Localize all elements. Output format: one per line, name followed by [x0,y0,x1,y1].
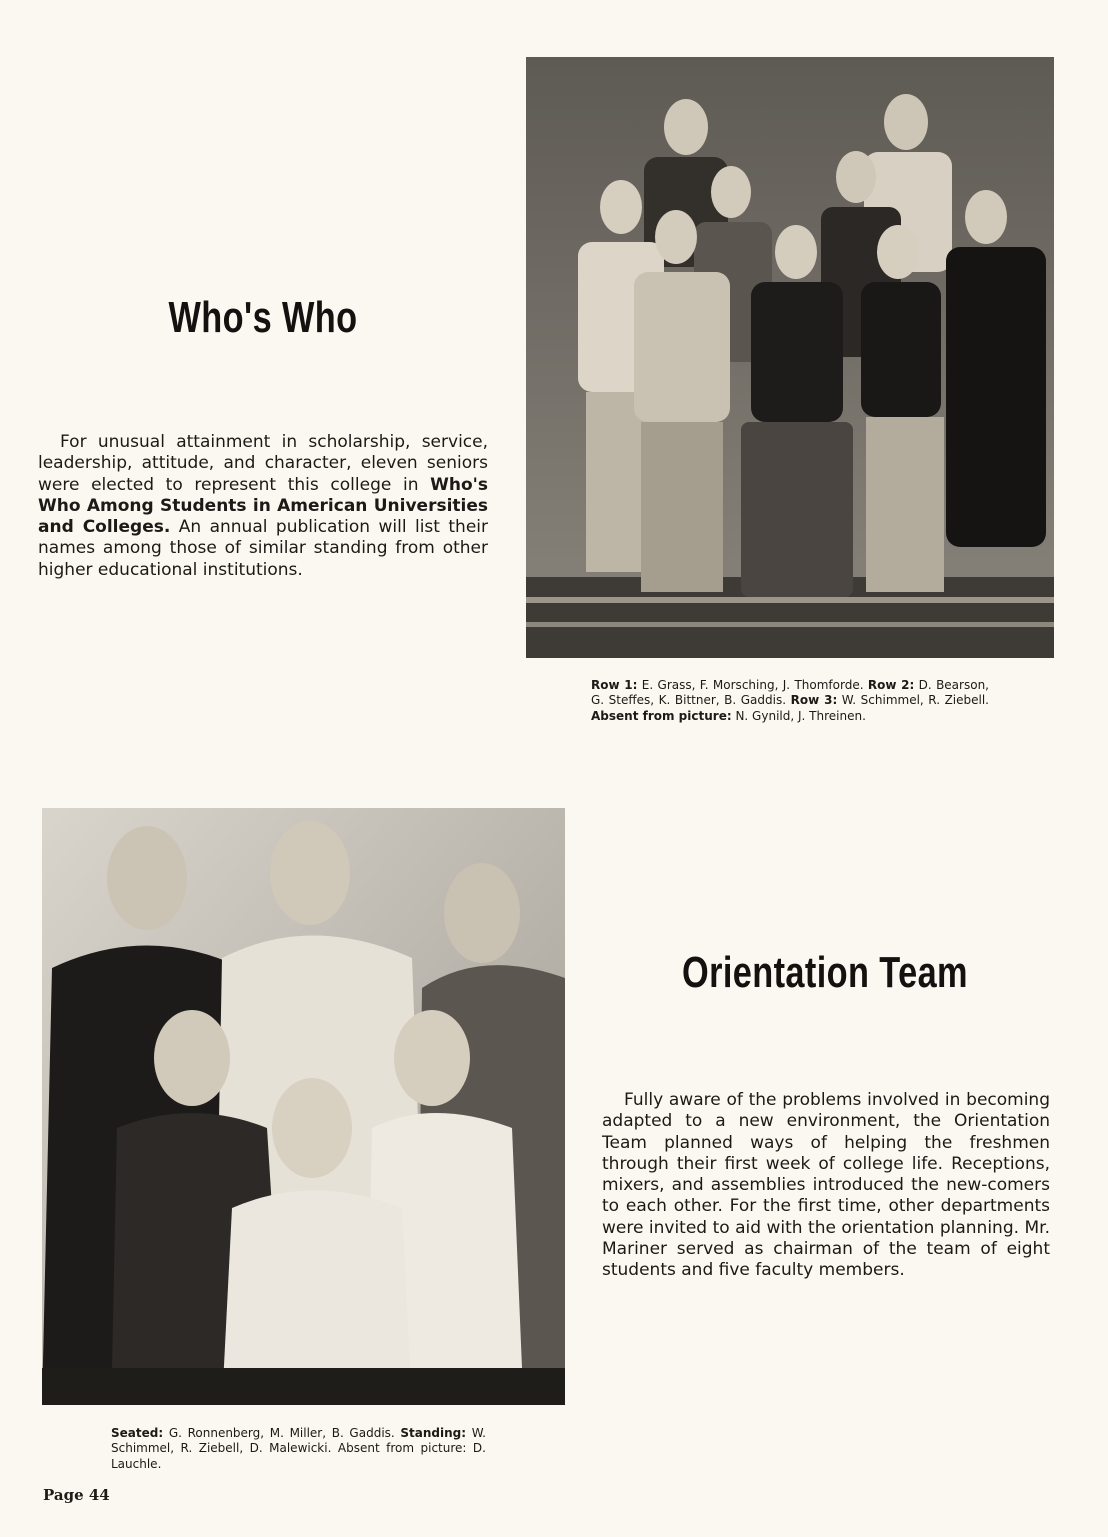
whos-who-photo [526,57,1054,658]
caption-row3-label: Row 3: [790,693,838,708]
whos-who-body-end: An annual publication will list their names among those of similar standing from other higher educational institutions. [38,517,488,580]
orientation-team-body [602,1090,1050,1282]
page-number: Page 44 [43,1486,110,1504]
whos-who-body-start: For unusual attainment in scholarship, service, leadership, attitude, and character, eleven seniors were elected to represent this college in [38,432,488,495]
whos-who-caption [591,678,989,724]
caption-row1-label: Row 1: [591,678,638,692]
caption-row2-label: Row 2: [867,678,915,692]
caption-standing-names: W. Schimmel, R. Ziebell, D. Malewicki. Absent from picture: D. Lauchle. [111,1426,486,1471]
caption-seated-names: G. Ronnenberg, M. Miller, B. Gaddis. [163,1426,401,1440]
orientation-team-photo-graphic [42,808,565,1405]
whos-who-body-bold: Who's Who Among Students in American Universities and Colleges. [38,474,488,538]
orientation-team-caption [111,1426,486,1472]
whos-who-title: Who's Who [168,293,358,342]
orientation-team-title: Orientation Team [682,948,968,997]
caption-seated-label: Seated: [111,1426,164,1440]
caption-row1-names: E. Grass, F. Morsching, J. Thomforde. [637,678,868,692]
orientation-team-body-text: Fully aware of the problems involved in becoming adapted to a new environment, the Orientation Team planned ways of helping the freshmen through their first week of college life. Receptions, mixers, and assemblies introduced the new-comers to each other. For the first time, other departments were invited to aid with the orientation planning. Mr. Mariner served as chairman of the team of eight students and five faculty members. [602,1090,1050,1281]
whos-who-body [38,432,488,581]
caption-absent-names: N. Gynild, J. Threinen. [731,708,866,723]
orientation-team-photo [42,808,565,1405]
caption-standing-label: Standing: [400,1426,467,1440]
whos-who-photo-graphic [526,57,1054,658]
caption-row2-names: D. Bearson, G. Steffes, K. Bittner, B. Gaddis. [591,678,989,708]
caption-absent-label: Absent from picture: [591,708,732,723]
caption-row3-names: W. Schimmel, R. Ziebell. [837,693,989,708]
